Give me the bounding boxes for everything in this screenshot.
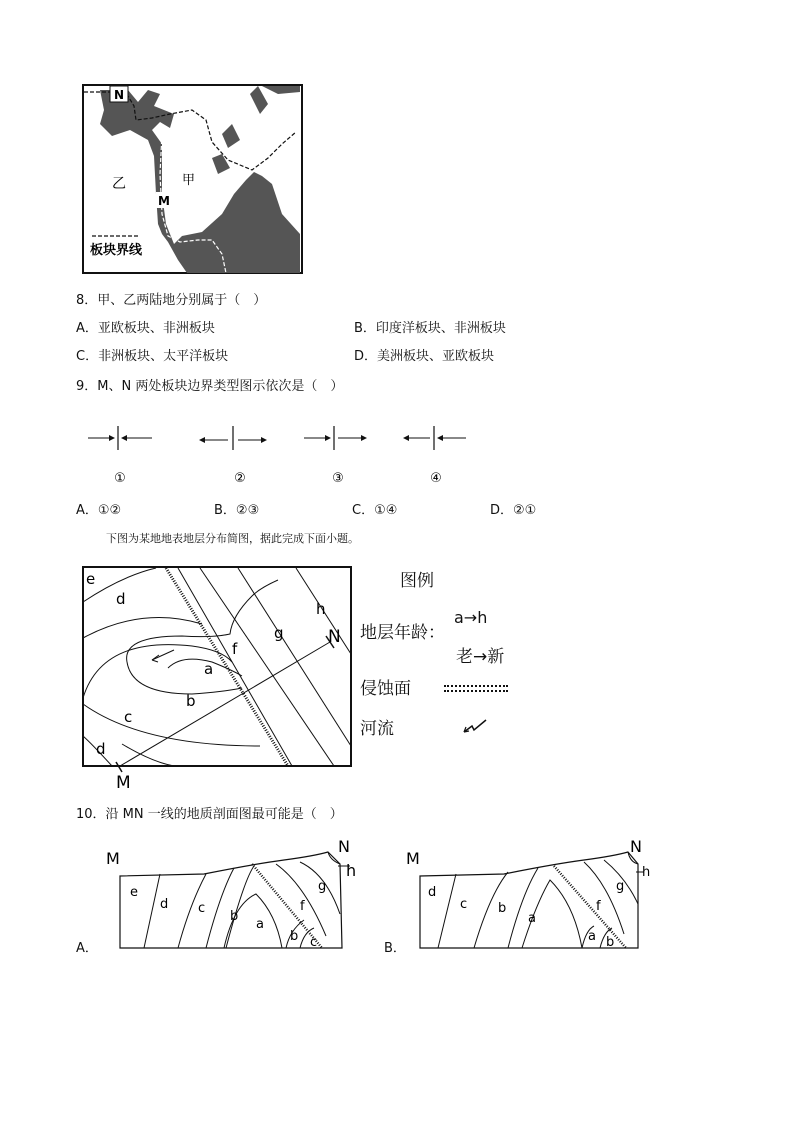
- layer-d-top: d: [116, 590, 126, 608]
- section-a-layer: b: [230, 909, 239, 924]
- section-b-layer: b: [498, 901, 507, 916]
- strata-map: [82, 566, 354, 794]
- q8-option-d[interactable]: D．美洲板块、亚欧板块: [354, 349, 495, 364]
- section-a-m: M: [106, 849, 120, 868]
- label-m: M: [116, 773, 131, 793]
- section-b-layer: d: [428, 885, 437, 900]
- section-a-layer: c: [198, 901, 206, 916]
- section-b: [404, 834, 664, 954]
- diagram-label-2: ②: [234, 471, 246, 486]
- section-b-layer: b: [606, 935, 615, 950]
- diagram-3: [304, 426, 366, 486]
- q8-stem: 8．甲、乙两陆地分别属于（ ）: [76, 293, 267, 308]
- legend-age-label: 地层年龄：: [360, 623, 445, 643]
- q8-option-a[interactable]: A．亚欧板块、非洲板块: [76, 321, 215, 336]
- diagram-label-3: ③: [332, 471, 344, 486]
- erosion-symbol: [444, 685, 508, 692]
- section-b-m: M: [406, 849, 420, 868]
- section-b-layer: f: [596, 899, 601, 914]
- q9-option-d[interactable]: D．②①: [490, 503, 537, 518]
- intro-text: 下图为某地地表地层分布简图，据此完成下面小题。: [106, 532, 359, 545]
- section-b-layer: g: [616, 879, 625, 894]
- q9-option-b[interactable]: B．②③: [214, 503, 260, 518]
- legend-old-new: 老→新: [456, 647, 505, 667]
- q8-option-b[interactable]: B．印度洋板块、非洲板块: [354, 321, 506, 336]
- layer-h: h: [316, 600, 326, 618]
- section-b-layer: c: [460, 897, 468, 912]
- q9-option-a[interactable]: A．①②: [76, 503, 122, 518]
- layer-g: g: [274, 624, 284, 642]
- section-a-h: h: [346, 861, 357, 880]
- layer-c: c: [124, 708, 133, 726]
- q9-option-c[interactable]: C．①④: [352, 503, 398, 518]
- layer-d-bottom: d: [96, 740, 106, 758]
- layer-e: e: [86, 570, 96, 588]
- section-a-layer: d: [160, 897, 169, 912]
- q10-option-b[interactable]: B．: [384, 941, 406, 956]
- section-a-layer: g: [318, 879, 327, 894]
- label-n: N: [114, 88, 125, 102]
- section-b-layer: a: [588, 929, 596, 944]
- section-a-n: N: [338, 837, 350, 856]
- section-b-h: h: [642, 865, 651, 880]
- diagram-2: [200, 426, 266, 486]
- layer-a: a: [204, 660, 214, 678]
- section-b-layer: a: [528, 911, 536, 926]
- river-symbol: [460, 714, 490, 736]
- q8-option-c[interactable]: C．非洲板块、太平洋板块: [76, 349, 229, 364]
- label-jia: 甲: [182, 173, 196, 188]
- boundary-type-diagram: [80, 420, 480, 490]
- legend-erosion-label: 侵蚀面: [360, 679, 411, 699]
- legend-title: 图例: [400, 571, 434, 591]
- q10-stem: 10．沿 MN 一线的地质剖面图最可能是（ ）: [76, 807, 343, 822]
- label-m: M: [158, 194, 170, 208]
- label-yi: 乙: [112, 176, 126, 192]
- diagram-label-4: ④: [430, 471, 442, 486]
- section-a-layer: c: [310, 935, 318, 950]
- q9-stem: 9．M、N 两处板块边界类型图示依次是（ ）: [76, 379, 344, 394]
- plate-map: [82, 84, 304, 276]
- layer-f: f: [232, 640, 238, 658]
- legend-label: 板块界线: [90, 243, 143, 258]
- label-n: N: [328, 627, 341, 647]
- diagram-1: [88, 426, 152, 486]
- diagram-4: [404, 426, 466, 486]
- section-a-layer: f: [300, 899, 305, 914]
- legend-age-seq: a→h: [454, 608, 488, 627]
- section-b-n: N: [630, 837, 642, 856]
- section-a-layer: a: [256, 917, 264, 932]
- q10-option-a[interactable]: A．: [76, 941, 98, 956]
- section-a-layer: e: [130, 885, 138, 900]
- legend-river-label: 河流: [360, 719, 394, 739]
- section-a: [104, 834, 364, 954]
- diagram-label-1: ①: [114, 471, 126, 486]
- section-a-layer: b: [290, 929, 299, 944]
- layer-b: b: [186, 692, 196, 710]
